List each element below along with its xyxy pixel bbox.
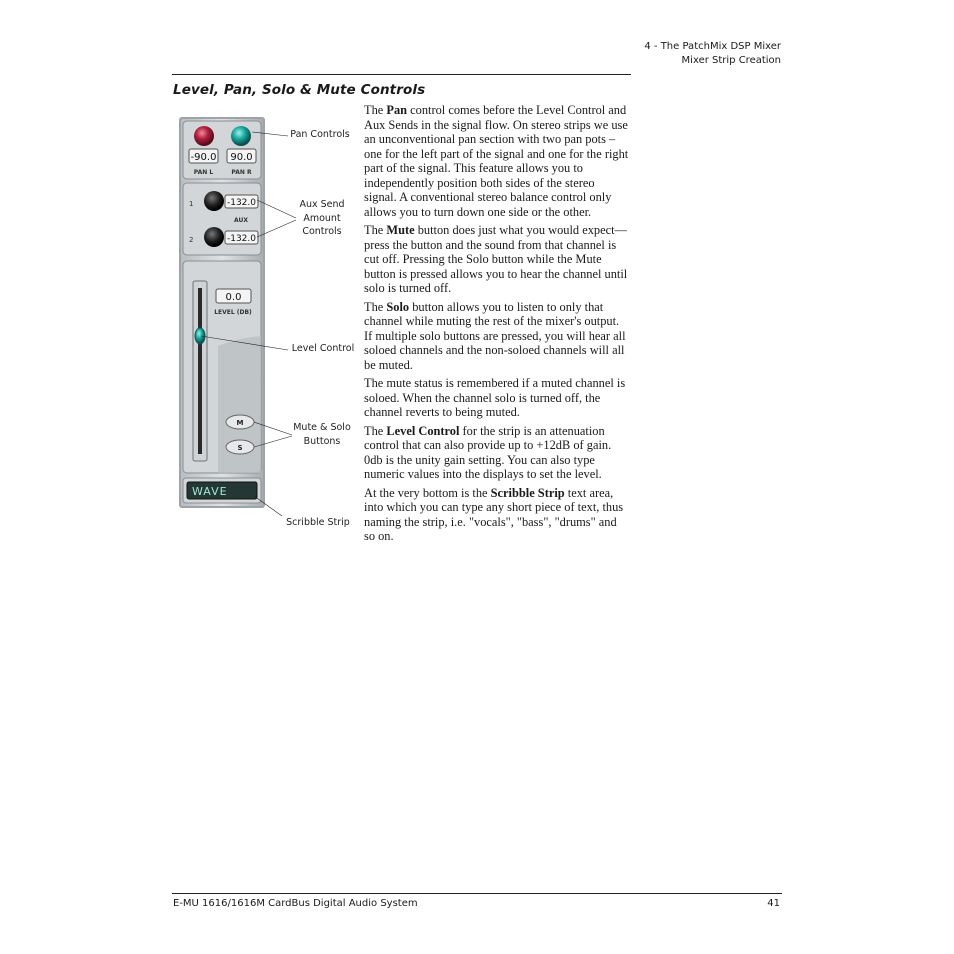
paragraph-mute-status: The mute status is remembered if a muted channel is soloed. When the channel solo is turned off, the channel reverts to being muted. (364, 376, 626, 419)
paragraph-pan: The Pan control comes before the Level Control and Aux Sends in the signal flow. On stereo strips we use an unconventional pan section with two pan pots – one for the left part of the signal and one for the right part of the signal. This feature allows you to independently position both sides of the stereo signal. A conventional stereo balance control only allows you to turn down one side or the other. (364, 103, 629, 219)
callout-scribble-strip: Scribble Strip (286, 517, 350, 528)
footer-rule (172, 893, 782, 894)
callout-aux-line2: Amount (303, 212, 341, 224)
callout-mute-line1: Mute & Solo (293, 422, 351, 433)
callout-mute-solo (290, 421, 354, 448)
pan-right-value[interactable]: 90.0 (230, 152, 253, 163)
pan-right-label: PAN R (231, 169, 252, 176)
callout-pan-controls: Pan Controls (290, 129, 350, 140)
callout-aux-line3: Controls (302, 226, 342, 237)
body-text (364, 103, 630, 548)
level-value[interactable]: 0.0 (225, 292, 242, 303)
footer-product: E-MU 1616/1616M CardBus Digital Audio System (173, 898, 418, 909)
callout-aux-send (294, 198, 350, 239)
paragraph-scribble: At the very bottom is the Scribble Strip text area, into which you can type any short piece of text, thus naming the strip, i.e. "vocals", "bass", "drums" and so on. (364, 485, 624, 543)
pan-left-value[interactable]: -90.0 (190, 152, 217, 163)
callout-mute-line2: Buttons (303, 435, 341, 447)
paragraph-solo: The Solo button allows you to listen to only that channel while muting the rest of the mixer's output. If multiple solo buttons are pressed, you will hear all soloed channels and the non-soloed channels will all be muted. (364, 299, 626, 372)
callout-level-control: Level Control (291, 343, 355, 354)
callout-aux-line1: Aux Send (299, 199, 345, 210)
page-number: 41 (767, 898, 780, 909)
aux1-number: 1 (189, 200, 194, 208)
pan-left-label: PAN L (193, 169, 214, 176)
scribble-text[interactable]: WAVE (192, 485, 228, 498)
section-title: Level, Pan, Solo & Mute Controls (173, 82, 426, 98)
aux2-number: 2 (189, 236, 194, 244)
level-label: LEVEL (DB) (214, 309, 252, 316)
aux1-value[interactable]: -132.0 (226, 198, 257, 208)
mute-label: M (236, 419, 244, 427)
header-chapter: 4 - The PatchMix DSP Mixer (644, 41, 781, 52)
aux2-value[interactable]: -132.0 (226, 234, 257, 244)
header-section: Mixer Strip Creation (681, 55, 781, 66)
paragraph-level: The Level Control for the strip is an attenuation control that can also provide up to +12dB of gain. 0db is the unity gain setting. You can also type numeric values into the displays to set the level. (364, 423, 612, 481)
aux-label: AUX (234, 217, 248, 224)
paragraph-mute: The Mute button does just what you would expect—press the button and the sound from that channel is cut off. Pressing the Solo button while the Mute button is pressed allows you to hear the channel until solo is turned off. (364, 223, 628, 295)
solo-label: S (237, 444, 243, 452)
